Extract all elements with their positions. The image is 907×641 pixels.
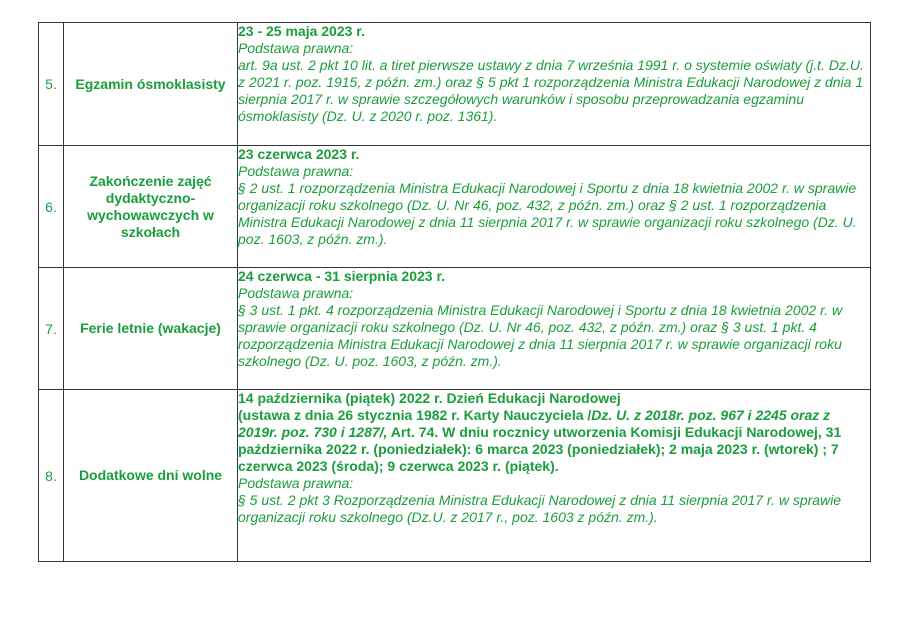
row-number: 5. [39,23,64,146]
legal-basis-label: Podstawa prawna: [238,40,354,56]
table-row [39,390,871,562]
event-description [238,146,871,268]
row-number: 8. [39,390,64,562]
row-number: 6. [39,146,64,268]
table-row [39,23,871,146]
event-date: 23 - 25 maja 2023 r. [238,23,365,39]
legal-basis-text: § 2 ust. 1 rozporządzenia Ministra Edukacji Narodowej i Sportu z dnia 18 kwietnia 2002 r. w sprawie organizacji roku szkolnego (Dz. U. Nr 46, poz. 432, z późn. zm.) oraz § 2 ust. 1 rozporządzenia Ministra Edukacji Narodowej z dnia 11 sierpnia 2017 r. w sprawie organizacji roku szkolnego (Dz. U. poz. 1603, z późn. zm.). [238,180,857,247]
event-description [238,268,871,390]
event-name: Egzamin ósmoklasisty [64,23,238,146]
legal-basis-label: Podstawa prawna: [238,163,354,179]
act-details: Art. 74. W dniu rocznicy utworzenia Komisji Edukacji Narodowej, 31 października 2022 r. (poniedziałek): 6 marca 2023 (poniedziałek); 2 maja 2023 r. (wtorek) ; 7 czerwca 2023 (środa); 9 czerwca 2023 r. (piątek). [238,424,842,474]
legal-basis-text: § 3 ust. 1 pkt. 4 rozporządzenia Ministra Edukacji Narodowej i Sportu z dnia 18 kwietnia 2002 r. w sprawie organizacji roku szkolnego (Dz. U. Nr 46, poz. 432, z późn. zm.) oraz § 3 ust. 1 pkt. 4 rozporządzenia Ministra Edukacji Narodowej z dnia 11 sierpnia 2017 r. w sprawie organizacji roku szkolnego (Dz. U. poz. 1603, z późn. zm.). [238,302,843,369]
table-row [39,146,871,268]
event-date: 14 października (piątek) 2022 r. Dzień Edukacji Narodowej [238,390,621,406]
act-open: (ustawa z dnia 26 stycznia 1982 r. Karty Nauczyciela / [238,407,592,423]
table-row [39,268,871,390]
legal-basis-text: art. 9a ust. 2 pkt 10 lit. a tiret pierwsze ustawy z dnia 7 września 1991 r. o systemie oświaty (j.t. Dz.U. z 2021 r. poz. 1915, z późn. zm.) oraz § 5 pkt 1 rozporządzenia Ministra Edukacji Narodowej z dnia 1 sierpnia 2017 r. w sprawie szczegółowych warunków i sposobu przeprowadzania egzaminu ósmoklasisty (Dz. U. z 2020 r. poz. 1361). [238,57,864,124]
legal-basis-text: § 5 ust. 2 pkt 3 Rozporządzenia Ministra Edukacji Narodowej z dnia 11 sierpnia 2017 r. w sprawie organizacji roku szkolnego (Dz.U. z 2017 r., poz. 1603 z późn. zm.). [238,492,842,525]
act-reference [238,407,870,475]
event-date: 23 czerwca 2023 r. [238,146,360,162]
act-citation: Dz. U. z 2018r. poz. 967 i 2245 oraz z 2019r. poz. 730 i 1287/, [238,407,831,440]
row-number: 7. [39,268,64,390]
school-calendar-table [38,22,871,562]
event-description [238,23,871,146]
event-name: Zakończenie zajęć dydaktyczno-wychowawczych w szkołach [64,146,238,268]
event-name: Dodatkowe dni wolne [64,390,238,562]
event-name: Ferie letnie (wakacje) [64,268,238,390]
legal-basis-label: Podstawa prawna: [238,285,354,301]
legal-basis-label: Podstawa prawna: [238,475,354,491]
event-description [238,390,871,562]
event-date: 24 czerwca - 31 sierpnia 2023 r. [238,268,446,284]
